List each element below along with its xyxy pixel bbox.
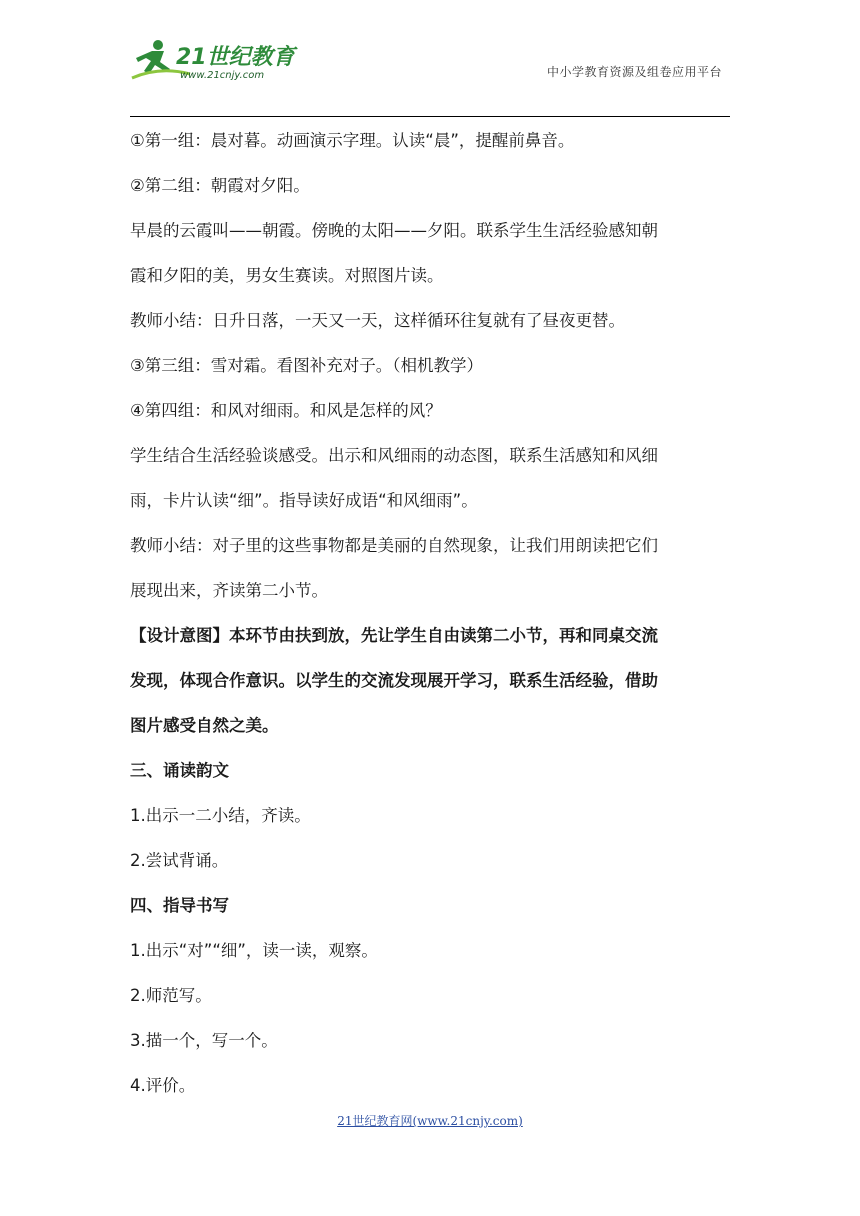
text-line: 雨，卡片认读“细”。指导读好成语“和风细雨”。 (130, 491, 478, 510)
text-line: 2.尝试背诵。 (130, 851, 229, 870)
text-line: 4.评价。 (130, 1076, 196, 1095)
footer-link[interactable]: 21世纪教育网(www.21cnjy.com) (337, 1114, 523, 1128)
text-line: 早晨的云霞叫——朝霞。傍晚的太阳——夕阳。联系学生生活经验感知朝 (130, 221, 658, 240)
text-line: 1.出示一二小结，齐读。 (130, 806, 311, 825)
document-body (130, 118, 734, 1108)
text-line: 3.描一个，写一个。 (130, 1031, 278, 1050)
page-header (130, 36, 730, 118)
text-line: ①第一组：晨对暮。动画演示字理。认读“晨”，提醒前鼻音。 (130, 131, 575, 150)
heading-line: 【设计意图】本环节由扶到放，先让学生自由读第二小节，再和同桌交流 (130, 626, 658, 645)
text-line: 展现出来，齐读第二小节。 (130, 581, 328, 600)
heading-line: 四、指导书写 (130, 896, 229, 915)
runner-head (153, 40, 163, 50)
header-divider (130, 116, 730, 117)
text-line: ②第二组：朝霞对夕阳。 (130, 176, 310, 195)
text-line: ④第四组：和风对细雨。和风是怎样的风？ (130, 401, 442, 420)
header-tagline: 中小学教育资源及组卷应用平台 (546, 65, 722, 79)
heading-line: 图片感受自然之美。 (130, 716, 279, 735)
text-line: 霞和夕阳的美，男女生赛读。对照图片读。 (130, 266, 444, 285)
site-logo (130, 36, 305, 82)
text-line: 2.师范写。 (130, 986, 212, 1005)
text-line: 学生结合生活经验谈感受。出示和风细雨的动态图，联系生活感知和风细 (130, 446, 658, 465)
heading-line: 发现，体现合作意识。以学生的交流发现展开学习，联系生活经验，借助 (130, 671, 658, 690)
text-line: 1.出示“对”“细”，读一读，观察。 (130, 941, 378, 960)
text-line: 教师小结：对子里的这些事物都是美丽的自然现象，让我们用朗读把它们 (130, 536, 658, 555)
text-line: ③第三组：雪对霜。看图补充对子。（相机教学） (130, 356, 484, 375)
logo-url: www.21cnjy.com (180, 70, 265, 81)
page-footer (0, 1112, 860, 1129)
text-line: 教师小结：日升日落，一天又一天，这样循环往复就有了昼夜更替。 (130, 311, 625, 330)
logo-text: 21世纪教育 (176, 45, 295, 70)
heading-line: 三、诵读韵文 (130, 761, 229, 780)
